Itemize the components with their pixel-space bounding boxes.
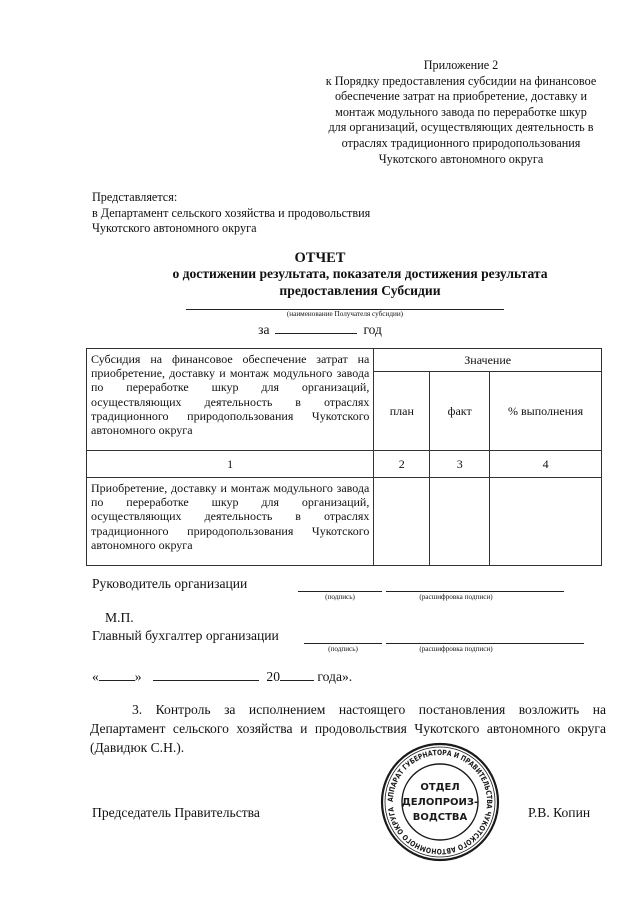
accountant-sign-caption: (подпись) (328, 645, 358, 653)
column-number-cell: 1 (87, 451, 374, 478)
recipient-caption: (наименование Получателя субсидии) (286, 310, 404, 318)
year-blank (275, 321, 357, 334)
report-subtitle-line: предоставления Субсидии (279, 283, 441, 298)
head-sign-caption: (подпись) (325, 593, 355, 601)
year-suffix: год (363, 322, 382, 337)
year-blank-short (280, 668, 314, 681)
accountant-decode-line (386, 643, 584, 644)
stamp-place-label: М.П. (105, 610, 134, 625)
submit-line: в Департамент сельского хозяйства и продовольствия (92, 205, 371, 220)
appendix-line: отраслях традиционного природопользования (341, 135, 581, 150)
appendix-line: обеспечение затрат на приобретение, доставку и (334, 89, 588, 104)
row-fact-cell (430, 478, 490, 566)
submit-line: Чукотского автономного округа (92, 221, 257, 236)
column-number-cell: 3 (430, 451, 490, 478)
date-open-quote: « (92, 669, 99, 684)
header-plan-cell: план (374, 372, 430, 451)
report-subtitle (80, 265, 640, 299)
year-prefix-20: 20 (266, 669, 280, 684)
report-subtitle-line: о достижении результата, показателя достижения результата (172, 266, 548, 281)
appendix-line: Чукотского автономного округа (378, 151, 544, 166)
report-title: ОТЧЕТ (294, 250, 346, 266)
header-value-cell: Значение (374, 349, 602, 372)
appendix-line: для организаций, осуществляющих деятельность в (328, 120, 594, 135)
month-blank (153, 668, 259, 681)
seal-graphic (380, 742, 500, 862)
row-description-cell: Приобретение, доставку и монтаж модульного завода по переработке шкур для организаций, осуществляющих деятельность в отраслях традиционного природопользования Чукотского автономного округа (87, 478, 374, 566)
appendix-block (300, 58, 622, 167)
day-blank (99, 668, 135, 681)
accountant-decode-caption: (расшифровка подписи) (419, 645, 493, 653)
accountant-signature-label: Главный бухгалтер организации (92, 628, 279, 643)
column-number-cell: 2 (374, 451, 430, 478)
chairman-name: Р.В. Копин (528, 805, 591, 820)
head-signature-label: Руководитель организации (92, 576, 248, 591)
column-number-cell: 4 (490, 451, 602, 478)
header-percent-cell: % выполнения (490, 372, 602, 451)
seal-center-line: ВОДСТВА (412, 812, 468, 823)
head-signature-line (298, 591, 382, 592)
header-fact-cell: факт (430, 372, 490, 451)
office-seal (380, 742, 500, 862)
seal-ring-text: АППАРАТ ГУБЕРНАТОРА И ПРАВИТЕЛЬСТВА ЧУКОТСКОГО АВТОНОМНОГО ОКРУГА (385, 747, 495, 857)
appendix-line: к Порядку предоставления субсидии на финансовое (325, 73, 597, 88)
chairman-position: Председатель Правительства (92, 805, 260, 820)
submit-line: Представляется: (92, 190, 178, 204)
submit-block (92, 190, 370, 237)
header-description-cell: Субсидия на финансовое обеспечение затрат на приобретение, доставку и монтаж модульного завода по переработке шкур для организаций, осуществляющих деятельность в отраслях традиционного природопользования Чукотского автономного округа (87, 349, 374, 451)
control-paragraph: 3. Контроль за исполнением настоящего постановления возложить на Департамент сельского хозяйства и продовольствия Чукотского автономного округа (Давидюк С.Н.). (90, 702, 606, 755)
report-table (86, 348, 602, 566)
report-year-row (0, 321, 640, 338)
accountant-signature-line (304, 643, 382, 644)
row-percent-cell (490, 478, 602, 566)
head-decode-caption: (расшифровка подписи) (419, 593, 493, 601)
row-plan-cell (374, 478, 430, 566)
date-line (92, 668, 352, 685)
appendix-line: Приложение 2 (423, 58, 499, 72)
head-decode-line (386, 591, 564, 592)
date-close-quote: » (134, 669, 142, 684)
seal-center-line: ОТДЕЛ (420, 782, 460, 793)
date-year-suffix: года». (317, 669, 353, 684)
year-prefix: за (258, 322, 270, 337)
seal-center-line: ДЕЛОПРОИЗ- (401, 797, 479, 808)
appendix-line: монтаж модульного завода по переработке шкур (335, 104, 587, 119)
